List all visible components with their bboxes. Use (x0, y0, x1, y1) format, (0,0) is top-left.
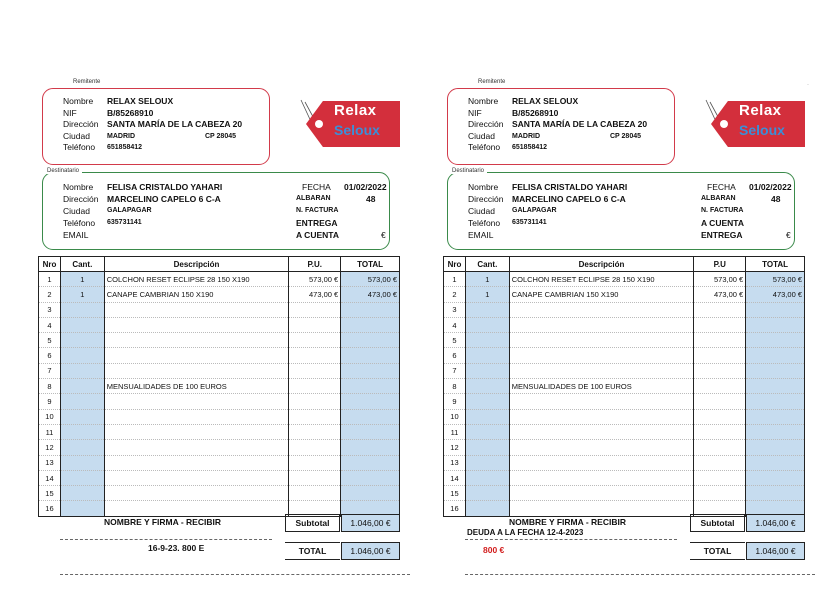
col-cant: Cant. (60, 257, 104, 272)
remitente-ciudad: MADRID (512, 132, 540, 140)
row-cantidad (60, 379, 104, 394)
row-cantidad (465, 333, 509, 348)
subtotal-value: 1.046,00 € (341, 514, 400, 532)
row-total (746, 455, 805, 470)
remitente-label: Remitente (70, 79, 103, 85)
row-descripcion (509, 317, 694, 332)
row-number: 7 (444, 363, 466, 378)
row-cantidad (465, 455, 509, 470)
row-cantidad (465, 424, 509, 439)
row-descripcion (509, 394, 694, 409)
row-cantidad (60, 455, 104, 470)
row-cantidad: 1 (465, 272, 509, 287)
row-number: 16 (444, 501, 466, 516)
row-precio-unitario (694, 302, 746, 317)
albaran-number: 48 (771, 194, 781, 204)
row-total (746, 302, 805, 317)
row-descripcion (104, 363, 289, 378)
row-total (746, 440, 805, 455)
row-number: 10 (39, 409, 61, 424)
fecha-label: FECHA (302, 182, 331, 192)
row-number: 11 (39, 424, 61, 439)
row-precio-unitario (694, 394, 746, 409)
table-row (39, 486, 400, 501)
table-row (444, 363, 805, 378)
firma-label: NOMBRE Y FIRMA - RECIBIR (509, 517, 626, 527)
divider (465, 539, 677, 540)
row-number: 5 (39, 333, 61, 348)
row-descripcion (104, 470, 289, 485)
row-precio-unitario (289, 440, 341, 455)
total-label: TOTAL (690, 542, 745, 560)
direccion-label: Dirección (63, 119, 99, 129)
remitente-box (42, 88, 270, 165)
row-precio-unitario (694, 317, 746, 332)
row-total (341, 333, 400, 348)
col-descripcion: Descripción (104, 257, 289, 272)
invoice-copy-left (38, 80, 408, 580)
direccion-label: Dirección (468, 194, 504, 204)
row-total: 573,00 € (746, 272, 805, 287)
row-precio-unitario (289, 317, 341, 332)
ciudad-label: Ciudad (63, 206, 90, 216)
table-row (39, 363, 400, 378)
row-number: 13 (444, 455, 466, 470)
row-descripcion (104, 394, 289, 409)
row-precio-unitario (289, 470, 341, 485)
remitente-cp: CP 28045 (610, 132, 642, 140)
destinatario-telefono: 635731141 (107, 219, 142, 226)
row-cantidad (465, 440, 509, 455)
row-total (746, 486, 805, 501)
row-number: 8 (444, 379, 466, 394)
row-precio-unitario (694, 409, 746, 424)
row-number: 12 (444, 440, 466, 455)
destinatario-telefono: 635731141 (512, 219, 547, 226)
row-cantidad (60, 501, 104, 516)
row-cantidad (465, 501, 509, 516)
row-descripcion (104, 440, 289, 455)
divider (60, 539, 272, 540)
table-row (39, 333, 400, 348)
table-row (39, 287, 400, 302)
table-row (444, 486, 805, 501)
row-total (746, 348, 805, 363)
row-cantidad (60, 333, 104, 348)
table-row (444, 440, 805, 455)
row-cantidad (465, 302, 509, 317)
fecha-value: 01/02/2022 (344, 182, 387, 192)
direccion-label: Dirección (63, 194, 99, 204)
row-number: 14 (444, 470, 466, 485)
row-number: 1 (444, 272, 466, 287)
row-cantidad (465, 348, 509, 363)
row-number: 12 (39, 440, 61, 455)
total-value: 1.046,00 € (746, 542, 805, 560)
row-total (341, 348, 400, 363)
table-row (444, 455, 805, 470)
row-total (341, 302, 400, 317)
row-precio-unitario (694, 455, 746, 470)
entrega-label: ENTREGA (296, 218, 338, 228)
row-descripcion: MENSUALIDADES DE 100 EUROS (509, 379, 694, 394)
table-row (39, 348, 400, 363)
remitente-nombre: RELAX SELOUX (512, 96, 579, 106)
row-total (341, 379, 400, 394)
row-precio-unitario (289, 363, 341, 378)
table-row (39, 409, 400, 424)
row-total (746, 424, 805, 439)
fecha-value: 01/02/2022 (749, 182, 792, 192)
row-precio-unitario (694, 363, 746, 378)
remitente-telefono: 651858412 (107, 144, 143, 151)
row-precio-unitario (289, 333, 341, 348)
row-total (341, 440, 400, 455)
table-row (444, 317, 805, 332)
row-precio-unitario (289, 302, 341, 317)
albaran-label: ALBARAN (701, 195, 736, 202)
row-descripcion: COLCHON RESET ECLIPSE 28 150 X190 (509, 272, 694, 287)
destinatario-nombre: FELISA CRISTALDO YAHARI (107, 182, 223, 192)
table-row (39, 272, 400, 287)
table-row (39, 302, 400, 317)
row-descripcion (509, 363, 694, 378)
row-cantidad (60, 317, 104, 332)
row-number: 2 (39, 287, 61, 302)
row-number: 11 (444, 424, 466, 439)
logo-text-relax: Relax (334, 102, 377, 119)
row-descripcion (104, 486, 289, 501)
invoice-meta (296, 181, 389, 241)
direccion-label: Dirección (468, 119, 504, 129)
ciudad-label: Ciudad (468, 130, 495, 141)
subtotal-label: Subtotal (285, 514, 340, 532)
row-descripcion (104, 501, 289, 516)
remitente-nif: B/85268910 (512, 107, 559, 118)
albaran-label: ALBARAN (296, 195, 331, 202)
row-descripcion (104, 317, 289, 332)
row-precio-unitario: 473,00 € (694, 287, 746, 302)
remitente-direccion: SANTA MARÍA DE LA CABEZA 20 (107, 119, 243, 129)
row-number: 6 (39, 348, 61, 363)
row-cantidad (60, 470, 104, 485)
row-precio-unitario: 473,00 € (289, 287, 341, 302)
row-cantidad: 1 (60, 287, 104, 302)
telefono-label: Teléfono (468, 218, 501, 228)
divider (60, 574, 410, 575)
items-table (38, 256, 400, 517)
table-row (39, 317, 400, 332)
euro-sign: € (381, 230, 386, 240)
items-body (444, 272, 805, 517)
nif-label: NIF (63, 107, 77, 118)
row-descripcion (104, 455, 289, 470)
row-precio-unitario (694, 348, 746, 363)
row-descripcion (509, 348, 694, 363)
row-descripcion (104, 302, 289, 317)
destinatario-nombre: FELISA CRISTALDO YAHARI (512, 182, 628, 192)
row-total (746, 470, 805, 485)
destinatario-box (447, 172, 795, 250)
row-descripcion (509, 470, 694, 485)
col-cant: Cant. (465, 257, 509, 272)
row-precio-unitario (289, 394, 341, 409)
row-precio-unitario (694, 486, 746, 501)
row-number: 5 (444, 333, 466, 348)
destinatario-label: Destinatario (449, 168, 487, 174)
table-row (444, 333, 805, 348)
row-descripcion (509, 409, 694, 424)
nombre-label: Nombre (468, 96, 499, 106)
euro-sign: € (786, 230, 791, 240)
invoice-meta (701, 181, 794, 241)
table-row (444, 470, 805, 485)
row-total (746, 333, 805, 348)
row-total: 473,00 € (746, 287, 805, 302)
row-number: 6 (444, 348, 466, 363)
row-cantidad (60, 424, 104, 439)
table-row (39, 455, 400, 470)
email-label: EMAIL (468, 230, 494, 240)
firma-label: NOMBRE Y FIRMA - RECIBIR (104, 517, 221, 527)
table-row (444, 287, 805, 302)
factura-label: N. FACTURA (701, 207, 744, 214)
nombre-label: Nombre (63, 182, 94, 192)
logo-text-seloux: Seloux (334, 122, 380, 138)
row-total (746, 363, 805, 378)
remitente-nif: B/85268910 (107, 107, 154, 118)
row-total (341, 409, 400, 424)
destinatario-direccion: MARCELINO CAPELO 6 C-A (512, 194, 626, 204)
row-descripcion (104, 333, 289, 348)
row-descripcion (509, 333, 694, 348)
row-cantidad (60, 486, 104, 501)
fecha-label: FECHA (707, 182, 736, 192)
remitente-ciudad: MADRID (107, 132, 135, 140)
entrega-label: ENTREGA (701, 230, 743, 240)
relax-seloux-logo (296, 98, 401, 150)
destinatario-ciudad: GALAPAGAR (512, 207, 557, 214)
total-label: TOTAL (285, 542, 340, 560)
row-precio-unitario (289, 424, 341, 439)
col-nro: Nro (444, 257, 466, 272)
row-descripcion (509, 424, 694, 439)
telefono-label: Teléfono (63, 142, 96, 152)
row-number: 4 (444, 317, 466, 332)
table-row (39, 424, 400, 439)
divider (465, 574, 815, 575)
remitente-box (447, 88, 675, 165)
email-label: EMAIL (63, 230, 89, 240)
row-total (341, 317, 400, 332)
row-cantidad (465, 409, 509, 424)
total-value: 1.046,00 € (341, 542, 400, 560)
row-descripcion (509, 486, 694, 501)
table-row (444, 348, 805, 363)
row-cantidad (60, 409, 104, 424)
row-cantidad: 1 (465, 287, 509, 302)
row-cantidad (465, 317, 509, 332)
row-number: 15 (39, 486, 61, 501)
remitente-telefono: 651858412 (512, 144, 548, 151)
row-precio-unitario (694, 424, 746, 439)
table-row (39, 379, 400, 394)
table-row (444, 302, 805, 317)
col-pu: P.U (694, 257, 746, 272)
row-precio-unitario: 573,00 € (694, 272, 746, 287)
row-total: 573,00 € (341, 272, 400, 287)
row-total (746, 379, 805, 394)
row-descripcion: MENSUALIDADES DE 100 EUROS (104, 379, 289, 394)
row-total (341, 363, 400, 378)
corner-mark: · (807, 82, 809, 88)
table-row (444, 272, 805, 287)
row-descripcion (104, 424, 289, 439)
table-row (39, 440, 400, 455)
row-cantidad (465, 394, 509, 409)
handwritten-note: 16-9-23. 800 E (148, 543, 205, 553)
row-total: 473,00 € (341, 287, 400, 302)
ciudad-label: Ciudad (468, 206, 495, 216)
destinatario-ciudad: GALAPAGAR (107, 207, 152, 214)
nombre-label: Nombre (63, 96, 94, 106)
subtotal-label: Subtotal (690, 514, 745, 532)
row-number: 2 (444, 287, 466, 302)
row-descripcion: CANAPE CAMBRIAN 150 X190 (104, 287, 289, 302)
row-cantidad (60, 302, 104, 317)
destinatario-box (42, 172, 390, 250)
logo-text-seloux: Seloux (739, 122, 785, 138)
destinatario-direccion: MARCELINO CAPELO 6 C-A (107, 194, 221, 204)
row-descripcion (509, 440, 694, 455)
row-precio-unitario (289, 348, 341, 363)
row-number: 4 (39, 317, 61, 332)
telefono-label: Teléfono (63, 218, 96, 228)
row-total (341, 394, 400, 409)
invoice-copy-right (443, 80, 813, 580)
destinatario-label: Destinatario (44, 168, 82, 174)
albaran-number: 48 (366, 194, 376, 204)
row-cantidad (60, 440, 104, 455)
row-precio-unitario (694, 440, 746, 455)
table-row (444, 379, 805, 394)
row-descripcion (509, 501, 694, 516)
row-total (746, 317, 805, 332)
row-number: 8 (39, 379, 61, 394)
row-descripcion (104, 348, 289, 363)
col-nro: Nro (39, 257, 61, 272)
logo-text-relax: Relax (739, 102, 782, 119)
col-pu: P.U. (289, 257, 341, 272)
col-total: TOTAL (341, 257, 400, 272)
nombre-label: Nombre (468, 182, 499, 192)
row-number: 1 (39, 272, 61, 287)
row-descripcion (104, 409, 289, 424)
row-cantidad (465, 486, 509, 501)
col-descripcion: Descripción (509, 257, 694, 272)
row-number: 3 (39, 302, 61, 317)
row-precio-unitario (289, 486, 341, 501)
row-precio-unitario (289, 379, 341, 394)
row-cantidad (465, 470, 509, 485)
remitente-nombre: RELAX SELOUX (107, 96, 174, 106)
row-total (746, 409, 805, 424)
row-total (341, 470, 400, 485)
relax-seloux-logo (701, 98, 806, 150)
row-precio-unitario (289, 409, 341, 424)
row-precio-unitario (694, 379, 746, 394)
deuda-note: DEUDA A LA FECHA 12-4-2023 (467, 528, 584, 537)
a-cuenta-label: A CUENTA (296, 230, 339, 240)
telefono-label: Teléfono (468, 142, 501, 152)
row-total (341, 455, 400, 470)
remitente-label: Remitente (475, 79, 508, 85)
items-body (39, 272, 400, 517)
row-cantidad (465, 379, 509, 394)
ciudad-label: Ciudad (63, 130, 90, 141)
row-cantidad (60, 363, 104, 378)
table-row (39, 470, 400, 485)
row-cantidad (465, 363, 509, 378)
row-total (341, 486, 400, 501)
row-total (341, 424, 400, 439)
row-descripcion: COLCHON RESET ECLIPSE 28 150 X190 (104, 272, 289, 287)
nif-label: NIF (468, 107, 482, 118)
deuda-amount: 800 € (483, 545, 505, 555)
subtotal-value: 1.046,00 € (746, 514, 805, 532)
row-precio-unitario: 573,00 € (289, 272, 341, 287)
row-number: 10 (444, 409, 466, 424)
remitente-direccion: SANTA MARÍA DE LA CABEZA 20 (512, 119, 648, 129)
row-cantidad (60, 394, 104, 409)
row-number: 3 (444, 302, 466, 317)
row-number: 15 (444, 486, 466, 501)
row-number: 14 (39, 470, 61, 485)
row-precio-unitario (694, 470, 746, 485)
row-descripcion: CANAPE CAMBRIAN 150 X190 (509, 287, 694, 302)
table-row (444, 409, 805, 424)
row-number: 9 (444, 394, 466, 409)
row-number: 7 (39, 363, 61, 378)
table-row (444, 394, 805, 409)
row-number: 9 (39, 394, 61, 409)
row-cantidad (60, 348, 104, 363)
row-number: 16 (39, 501, 61, 516)
a-cuenta-label: A CUENTA (701, 218, 744, 228)
row-total (746, 394, 805, 409)
items-table (443, 256, 805, 517)
tag-hole-icon (315, 120, 323, 128)
row-number: 13 (39, 455, 61, 470)
row-cantidad: 1 (60, 272, 104, 287)
col-total: TOTAL (746, 257, 805, 272)
tag-hole-icon (720, 120, 728, 128)
remitente-cp: CP 28045 (205, 132, 237, 140)
row-descripcion (509, 455, 694, 470)
row-precio-unitario (694, 333, 746, 348)
row-precio-unitario (289, 455, 341, 470)
row-descripcion (509, 302, 694, 317)
factura-label: N. FACTURA (296, 207, 339, 214)
table-row (444, 424, 805, 439)
table-row (39, 394, 400, 409)
